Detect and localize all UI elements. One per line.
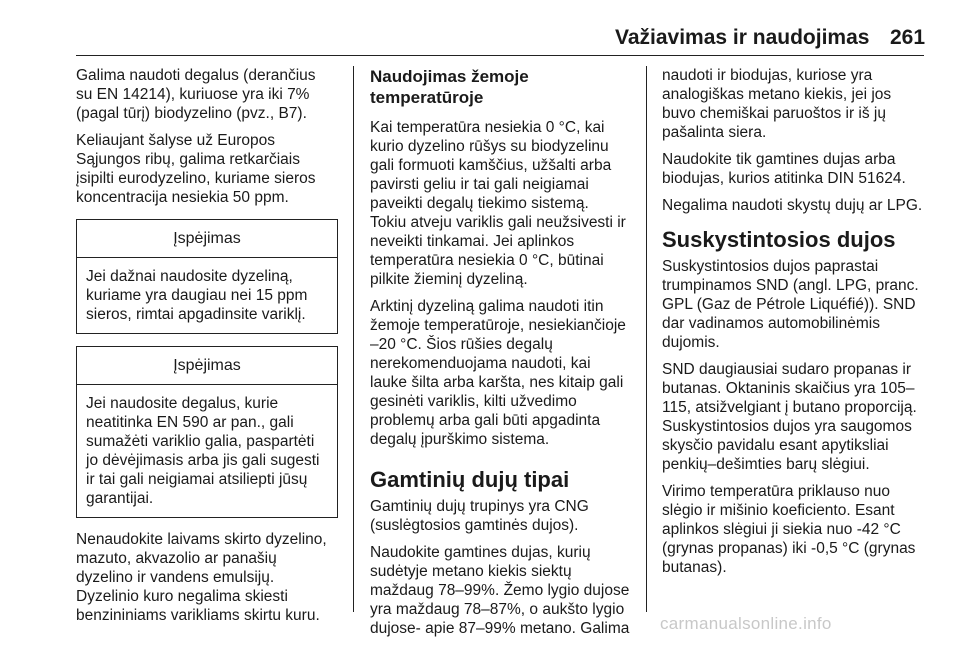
watermark-text: carmanualsonline.info	[660, 614, 832, 633]
paragraph: Virimo temperatūra priklauso nuo slėgio ir mišinio koeficiento. Esant aplinkos slėgiui ji siekia nuo -42 °C (grynas propanas) iki -0,5 °C (grynas butanas).	[662, 483, 916, 576]
warning-box	[76, 219, 338, 334]
page-number: 261	[890, 26, 926, 49]
section-heading: Gamtinių dujų tipai	[370, 467, 570, 492]
column-1	[76, 66, 338, 633]
paragraph: Negalima naudoti skystų dujų ar LPG.	[662, 197, 923, 214]
paragraph: Arktinį dyzeliną galima naudoti itin žemoje temperatūroje, nesiekiančioje –20 °C. Šios rūšies degalų nerekomenduojama naudoti, kai lauke šilta arba karšta, nes kitaip gali gesinėti variklis, kilti užvedimo problemų arba gali būti apgadinta degalų įpurškimo sistema.	[370, 298, 626, 448]
warning-title: Įspėjimas	[77, 220, 337, 258]
warning-text: Jei dažnai naudosite dyzeliną, kuriame yra daugiau nei 15 ppm sieros, rimtai apgadinsite variklį.	[86, 268, 308, 323]
paragraph: SND daugiausiai sudaro propanas ir butanas. Oktaninis skaičius yra 105– 115, atsižvelgiant į butano proporciją. Suskystintosios dujos yra saugomos skysčio pavidalu esant apytiksliai penkių–dešimties barų slėgiui.	[662, 361, 917, 473]
paragraph: Kai temperatūra nesiekia 0 °C, kai kurio dyzelino rūšys su biodyzelinu gali formuoti kamščius, užšalti arba pavirsti geliu ir tai gali neigiamai paveikti degalų tiekimo sistemą. Tokiu atveju variklis gali neužsivesti ir neveikti tinkamai. Jei aplinkos temperatūra nesiekia 0 °C, būtinai pilkite žieminį dyzeliną.	[370, 119, 626, 288]
warning-box	[76, 346, 338, 518]
paragraph: Naudokite tik gamtines dujas arba biodujas, kurios atitinka DIN 51624.	[662, 151, 906, 187]
paragraph: Gamtinių dujų trupinys yra CNG (suslėgtosios gamtinės dujos).	[370, 498, 589, 534]
column-3	[662, 66, 926, 585]
column-divider-left	[353, 66, 354, 612]
paragraph: Keliaujant šalyse už Europos Sąjungos ribų, galima retkarčiais įsipilti eurodyzelino, kuriame sieros koncentracija nesiekia 50 ppm.	[76, 132, 316, 206]
paragraph: Naudokite gamtines dujas, kurių sudėtyje metano kiekis siektų maždaug 78–99%. Žemo lygio dujose yra maždaug 78–87%, o aukšto lygio dujose- apie 87–99% metano. Galima	[370, 544, 630, 637]
column-2	[370, 66, 632, 646]
section-subheading: Naudojimas žemoje temperatūroje	[370, 67, 529, 107]
warning-title: Įspėjimas	[77, 347, 337, 385]
section-heading: Suskystintosios dujos	[662, 227, 896, 252]
paragraph: Galima naudoti degalus (derančius su EN 14214), kuriuose yra iki 7% (pagal tūrį) biodyzelino (pvz., B7).	[76, 67, 316, 122]
header-divider	[76, 55, 924, 56]
warning-text: Jei naudosite degalus, kurie neatitinka EN 590 ar pan., gali sumažėti variklio galia, paspartėti jo dėvėjimasis arba jis gali sugesti ir tai gali neigiamai atsiliepti jūsų garantijai.	[86, 395, 320, 507]
column-divider-right	[646, 66, 647, 612]
page-title: Važiavimas ir naudojimas	[615, 26, 870, 49]
paragraph: Nenaudokite laivams skirto dyzelino, mazuto, akvazolio ar panašių dyzelino ir vandens emulsijų. Dyzelinio kuro negalima skiesti benzininiams varikliams skirtu kuru.	[76, 531, 327, 624]
paragraph: Suskystintosios dujos paprastai trumpinamos SND (angl. LPG, pranc. GPL (Gaz de Pétrole Liquéfié)). SND dar vadinamos automobilinėmis dujomis.	[662, 258, 919, 351]
paragraph: naudoti ir biodujas, kuriose yra analogiškas metano kiekis, jei jos buvo chemiškai paruoštos ir iš jų pašalinta siera.	[662, 67, 892, 141]
